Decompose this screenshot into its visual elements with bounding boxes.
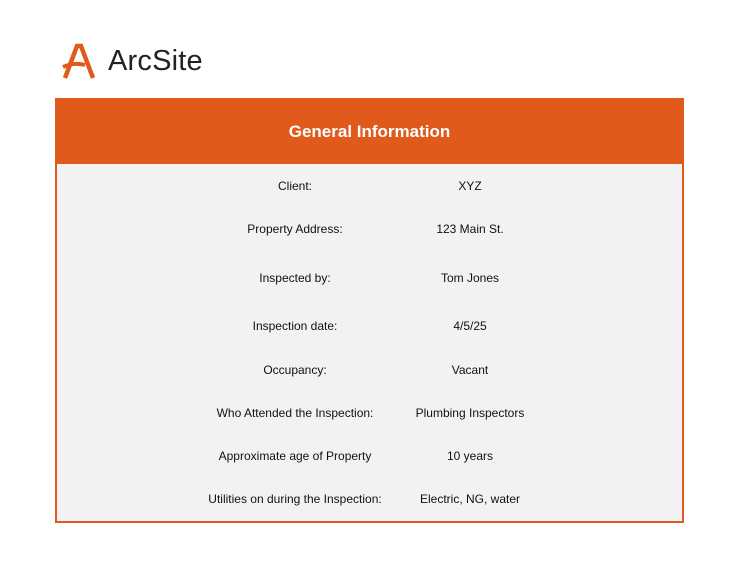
- info-row-inspection-date: [57, 316, 682, 336]
- row-label: Inspection date:: [252, 319, 338, 333]
- row-value: 123 Main St.: [436, 222, 504, 236]
- info-row-who-attended: [57, 403, 682, 423]
- row-label: Client:: [277, 179, 312, 193]
- row-label: Property Address:: [247, 222, 343, 236]
- info-row-property-age: [57, 446, 682, 466]
- arcsite-logo-icon: [62, 43, 96, 79]
- card-title: General Information: [288, 122, 451, 141]
- brand-name: ArcSite: [108, 45, 203, 77]
- card-header: [57, 100, 682, 164]
- info-row-property-address: [57, 219, 682, 239]
- row-label: Who Attended the Inspection:: [216, 406, 374, 420]
- row-value: Tom Jones: [440, 271, 500, 285]
- row-value: Vacant: [451, 363, 489, 377]
- info-row-utilities: [57, 489, 682, 509]
- row-value: 10 years: [446, 449, 494, 463]
- info-row-client: [57, 176, 682, 196]
- row-label: Utilities on during the Inspection:: [208, 492, 382, 506]
- row-value: Electric, NG, water: [419, 492, 521, 506]
- row-value: 4/5/25: [453, 319, 487, 333]
- info-row-inspected-by: [57, 268, 682, 288]
- row-value: XYZ: [458, 179, 482, 193]
- row-value: Plumbing Inspectors: [415, 406, 525, 420]
- info-row-occupancy: [57, 360, 682, 380]
- row-label: Approximate age of Property: [218, 449, 372, 463]
- row-label: Inspected by:: [259, 271, 331, 285]
- brand-logo: [62, 42, 203, 80]
- row-label: Occupancy:: [263, 363, 327, 377]
- general-information-card: [55, 98, 684, 523]
